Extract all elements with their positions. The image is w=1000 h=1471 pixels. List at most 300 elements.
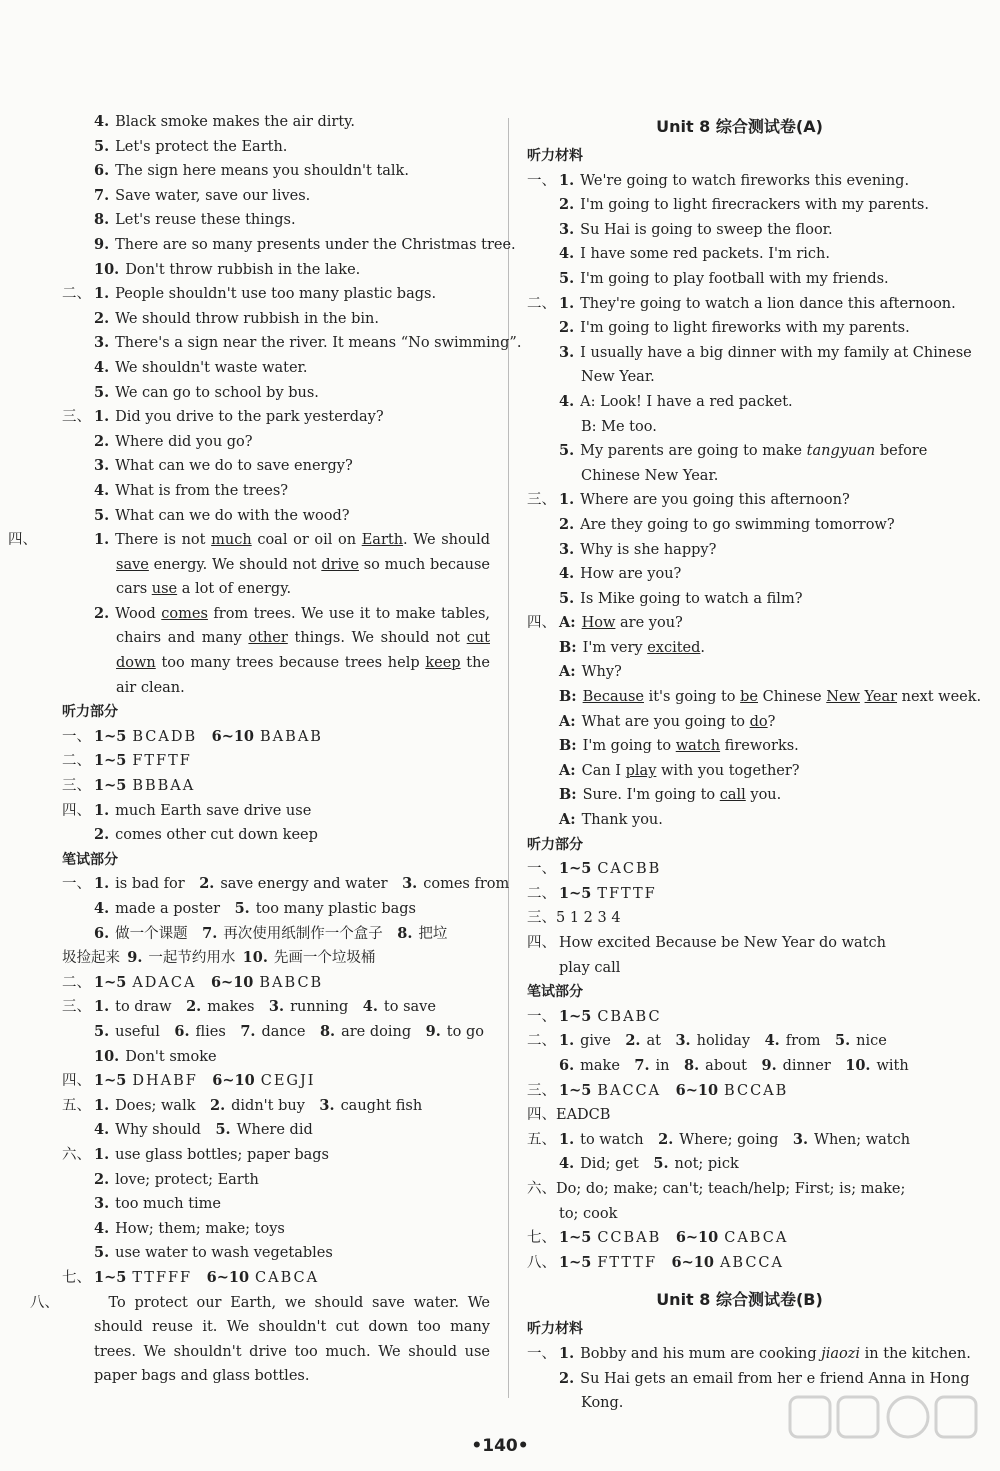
section-label: 八、 [30, 1294, 59, 1311]
sentence-line [62, 282, 490, 307]
item-number: 1. [559, 1032, 575, 1050]
text: at [646, 1033, 661, 1050]
material-line [527, 1367, 970, 1392]
sentence-line [62, 331, 522, 356]
item-number: 4. [94, 1219, 110, 1237]
item-number: 5. [234, 900, 250, 917]
text: from [785, 1033, 821, 1050]
text: Why should [115, 1122, 201, 1139]
section-label: 三、 [527, 1082, 556, 1099]
text [661, 1083, 676, 1099]
text: To protect our Earth, we should save water. We should reuse it. We shouldn't cut down too many trees. We shouldn't drive too much. We should use paper bags and glass bottles. [94, 1294, 490, 1385]
text: Can I [581, 762, 626, 779]
text [235, 950, 242, 966]
text: Let's protect the Earth. [115, 138, 288, 155]
listening-answer-line [527, 931, 952, 956]
dialog-line [527, 783, 952, 808]
item-number: B: [559, 688, 577, 706]
text [220, 901, 235, 917]
written-answer-line [527, 1029, 952, 1054]
item-number: 1~5 [559, 1253, 592, 1271]
text: People shouldn't use too many plastic bags. [115, 286, 437, 303]
item-number: 1. [94, 1096, 110, 1114]
item-number: 6~10 [675, 1229, 719, 1247]
text: ? [767, 713, 776, 730]
written-answer-line [62, 1241, 490, 1266]
underlined-word: other [248, 630, 288, 647]
sentence-line [62, 307, 490, 332]
dialog-line [527, 710, 952, 735]
text [411, 1024, 426, 1040]
item-number: B: [559, 786, 577, 804]
sentence-line [62, 184, 490, 209]
text [611, 1033, 626, 1049]
text: I'm going to play football with my friends. [580, 270, 889, 287]
item-number: 6. [94, 924, 110, 942]
section-label: 一、 [527, 1345, 556, 1362]
item-number: 4. [764, 1032, 780, 1050]
item-number: 6~10 [671, 1253, 714, 1271]
text [313, 1122, 328, 1138]
cloze-paragraph-1 [8, 528, 490, 602]
answer-letters: CCBAB [597, 1230, 662, 1247]
text [226, 1024, 241, 1040]
text: Did you drive to the park yesterday? [115, 409, 384, 426]
text: I'm going to light firecrackers with my parents. [580, 197, 929, 214]
listening-answer-line [62, 799, 490, 824]
text: The sign here means you shouldn't talk. [115, 163, 409, 180]
written-answer-line [62, 946, 490, 971]
item-number: 2. [559, 319, 575, 337]
material-line [527, 488, 952, 513]
section-label: 三、 [62, 409, 91, 426]
section-label: 二、 [62, 974, 91, 991]
text: Black smoke makes the air dirty. [115, 114, 356, 130]
text [196, 975, 211, 991]
text: didn't buy [231, 1097, 305, 1114]
text: in [655, 1057, 670, 1074]
dialog-line [527, 808, 952, 833]
text: love; protect; Earth [115, 1171, 259, 1188]
text: comes other cut down keep [115, 827, 318, 844]
listening-answer-line [62, 774, 490, 799]
text [172, 999, 187, 1015]
material-line [527, 218, 952, 243]
item-number: 4. [362, 998, 378, 1016]
answer-letters: BCADB [132, 728, 198, 745]
sentence-line [62, 110, 490, 135]
text: flies [195, 1023, 226, 1040]
underlined-word: keep [425, 655, 461, 672]
underlined-word: comes [161, 605, 208, 622]
text: What is from the trees? [115, 482, 289, 499]
section-label: 四、 [527, 615, 556, 632]
item-number: 1. [94, 801, 110, 819]
text [305, 1098, 320, 1114]
listening-answer-line [527, 882, 952, 907]
text: fireworks. [720, 738, 799, 755]
material-line [527, 390, 952, 415]
item-number: 6~10 [206, 1268, 250, 1286]
item-number: 2. [559, 196, 575, 214]
text: makes [207, 999, 255, 1016]
text: holiday [696, 1033, 751, 1050]
item-number: 1~5 [94, 1072, 127, 1090]
written-answer-line [62, 922, 490, 947]
underlined-word: excited [647, 639, 701, 656]
text: How; them; make; toys [115, 1220, 285, 1237]
item-number: 10. [242, 949, 268, 967]
item-number: 3. [94, 334, 110, 352]
item-number: 3. [559, 220, 575, 238]
text: There's a sign near the river. It means “No swimming”. [115, 335, 522, 352]
text: 把垃 [418, 925, 448, 942]
material-line [527, 292, 956, 317]
text: too many trees because trees help [155, 655, 426, 672]
item-number: 5. [94, 137, 110, 155]
text [196, 1098, 211, 1114]
underlined-word: much [211, 532, 252, 549]
item-number: 2. [94, 1170, 110, 1188]
written-answer-line [527, 1177, 952, 1202]
item-number: 3. [319, 1096, 335, 1114]
text: 三、5 1 2 3 4 [527, 910, 621, 927]
answer-letters: BACCA [597, 1082, 662, 1099]
item-number: 4. [559, 392, 575, 410]
text: are doing [341, 1023, 412, 1040]
answer-letters: FTFTF [132, 753, 192, 770]
text: A: Look! I have a red packet. [580, 393, 793, 410]
written-answer-line [527, 1226, 952, 1251]
item-number: 9. [761, 1056, 777, 1074]
item-number: 3. [675, 1032, 691, 1050]
text: We should throw rubbish in the bin. [115, 310, 379, 327]
text [887, 1033, 902, 1049]
item-number: 1~5 [559, 1007, 592, 1025]
text [388, 876, 403, 892]
written-answer-line [62, 1118, 490, 1143]
underlined-word: drive [321, 556, 359, 573]
watermark-logo [786, 1391, 986, 1461]
section-label: 三、 [62, 999, 91, 1016]
text: 圾捡起来 [62, 950, 120, 967]
text: next week. [897, 689, 982, 706]
item-number: 1. [94, 285, 110, 303]
italic-word: tangyuan [806, 443, 876, 460]
written-answer-line [527, 1079, 952, 1104]
item-number: 2. [186, 998, 202, 1016]
text: dinner [782, 1057, 831, 1074]
text: in the kitchen. [860, 1345, 971, 1362]
text: play call [559, 959, 621, 976]
listening-header-a: 听力部分 [527, 836, 583, 853]
text [670, 1058, 685, 1074]
written-answer-line [62, 872, 510, 897]
section-label: 四、 [62, 802, 91, 819]
section-label: 四、 [8, 532, 37, 549]
unit-title-a: Unit 8 综合测试卷(A) [656, 117, 823, 136]
item-number: 7. [202, 924, 218, 942]
item-number: 3. [94, 457, 110, 475]
item-number: 1~5 [559, 1081, 592, 1099]
underlined-word: Earth [361, 532, 404, 549]
text: Let's reuse these things. [115, 212, 296, 229]
text: What are you going to [581, 713, 750, 730]
question-line [62, 479, 490, 504]
answer-letters: ADACA [132, 974, 197, 991]
section-label: 一、 [527, 172, 556, 189]
text: so much because cars [116, 556, 490, 598]
underlined-word: save [116, 556, 149, 573]
item-number: 4. [94, 900, 110, 917]
text: to save [383, 999, 436, 1016]
text [305, 1024, 320, 1040]
section-label: 三、 [62, 778, 91, 795]
question-line [62, 405, 490, 430]
item-number: 2. [559, 515, 575, 533]
text: about [705, 1057, 747, 1074]
item-number: 3. [792, 1130, 809, 1148]
written-answer-line [527, 1202, 952, 1227]
material-line [527, 513, 952, 538]
text: is bad for [115, 876, 185, 893]
text [197, 729, 212, 745]
text: Save water, save our lives. [115, 187, 311, 204]
item-number: 10. [94, 260, 120, 278]
text [254, 999, 269, 1015]
text: energy. We should not [148, 556, 322, 573]
dialog-line [527, 685, 982, 710]
text: They're going to watch a lion dance this afternoon. [580, 295, 956, 312]
item-number: 6. [94, 162, 110, 180]
item-number: 3. [94, 1195, 110, 1213]
answer-letters: DHABF [132, 1073, 198, 1090]
column-divider [508, 118, 509, 1398]
text: from trees. We use it to make tables, chairs and many [116, 605, 490, 647]
text: caught fish [340, 1097, 423, 1114]
text: I'm going to [582, 738, 676, 755]
item-number: 4. [559, 1155, 575, 1173]
written-header: 笔试部分 [62, 851, 118, 868]
written-answer-line [62, 1217, 490, 1242]
text [198, 1073, 213, 1089]
section-label: 七、 [62, 1269, 91, 1286]
text: Su Hai is going to sweep the floor. [580, 221, 833, 238]
text: Is Mike going to watch a film? [580, 590, 803, 607]
section-label: 五、 [527, 1131, 556, 1148]
dialog-line [527, 611, 952, 636]
material-line [527, 193, 952, 218]
item-number: 1~5 [94, 727, 127, 745]
section-label: 二、 [62, 753, 91, 770]
text: Where did [236, 1122, 313, 1139]
material-line [527, 267, 952, 292]
item-number: 1~5 [94, 973, 127, 991]
text: 再次使用纸制作一个盒子 [223, 925, 383, 942]
text [639, 1156, 654, 1172]
written-answer-line [527, 1152, 952, 1177]
text: I usually have a big dinner with my family at Chinese [580, 344, 972, 361]
text: There is not [115, 532, 212, 549]
text: use glass bottles; paper bags [115, 1146, 329, 1163]
text: to; cook [559, 1205, 618, 1222]
underlined-word: play [625, 762, 657, 779]
item-number: 5. [835, 1032, 851, 1050]
item-number: 7. [240, 1022, 256, 1040]
text: too many plastic bags [255, 901, 416, 917]
answer-letters: BABAB [260, 728, 323, 745]
listening-answer-line [62, 749, 490, 774]
underlined-word: Year [864, 689, 898, 706]
text: use water to wash vegetables [115, 1245, 333, 1262]
text: give [580, 1033, 611, 1050]
item-number: 9. [425, 1022, 441, 1040]
written-answer-line [527, 1251, 952, 1276]
item-number: 7. [94, 186, 110, 204]
text [484, 1024, 499, 1040]
written-answer-line [62, 995, 490, 1020]
item-number: 1. [94, 1145, 110, 1163]
text [831, 1058, 846, 1074]
section-label: 一、 [527, 1008, 556, 1025]
item-number: 5. [653, 1155, 669, 1173]
item-number: 1~5 [559, 860, 592, 878]
text: too much time [115, 1196, 221, 1213]
text: I'm going to light fireworks with my parents. [580, 320, 910, 337]
writing-paragraph [30, 1291, 490, 1389]
material-line [527, 1342, 971, 1367]
text: Kong. [581, 1395, 624, 1412]
text: Why is she happy? [580, 541, 717, 558]
answer-letters: ABCCA [719, 1254, 784, 1271]
text: What can we do with the wood? [115, 507, 350, 524]
text: made a poster [115, 901, 221, 917]
item-number: 1. [559, 491, 575, 509]
text: to watch [580, 1131, 644, 1148]
item-number: 9. [94, 235, 110, 253]
material-line [527, 415, 952, 440]
text: Did; get [580, 1156, 639, 1173]
text: How are you? [580, 566, 682, 583]
section-label: 一、 [62, 728, 91, 745]
text [201, 1122, 216, 1138]
item-number: 8. [397, 924, 413, 942]
item-number: 8. [684, 1056, 700, 1074]
text: Thank you. [581, 812, 663, 829]
section-label: 一、 [527, 861, 556, 878]
text [661, 1033, 676, 1049]
item-number: A: [559, 712, 576, 730]
item-number: 1~5 [94, 777, 127, 795]
item-number: 4. [94, 113, 110, 130]
material-header: 听力材料 [527, 148, 583, 164]
item-number: 6. [559, 1056, 575, 1074]
text: dance [261, 1023, 306, 1040]
material-line [527, 562, 952, 587]
material-line [527, 316, 952, 341]
item-number: 2. [210, 1096, 226, 1114]
right-column [527, 110, 982, 1416]
item-number: 9. [127, 949, 143, 967]
text [778, 1132, 793, 1148]
underlined-word: Because [582, 689, 644, 706]
text [661, 1230, 676, 1246]
item-number: 5. [559, 442, 575, 460]
material-line [527, 587, 952, 612]
text [447, 926, 462, 942]
text: Where are you going this afternoon? [580, 492, 850, 509]
text [436, 999, 451, 1015]
text: Where did you go? [115, 433, 253, 450]
section-label: 二、 [527, 295, 556, 312]
listening-answer-line [527, 857, 952, 882]
text: 六、Do; do; make; can't; teach/help; First; is; make; [527, 1180, 906, 1197]
written-answer-line [62, 897, 490, 922]
question-line [62, 430, 490, 455]
answer-letters: BBBAA [132, 778, 196, 795]
text [160, 1024, 175, 1040]
text: New Year. [581, 369, 655, 386]
text [747, 1058, 762, 1074]
item-number: 10. [845, 1056, 871, 1074]
answer-letters: CACBB [597, 861, 662, 878]
item-number: 4. [559, 565, 575, 583]
text: coal or oil on [251, 532, 362, 549]
item-number: 2. [199, 875, 215, 893]
item-number: 1. [559, 1130, 575, 1148]
text: 先画一个垃圾桶 [273, 950, 376, 967]
item-number: 5. [94, 1022, 110, 1040]
written-answer-line [527, 1128, 952, 1153]
written-answer-line [62, 1168, 490, 1193]
sentence-line [62, 356, 490, 381]
written-answer-line [62, 1094, 490, 1119]
item-number: 1. [94, 998, 110, 1016]
item-number: 2. [559, 1369, 575, 1387]
text [188, 926, 203, 942]
written-answer-line [527, 1054, 952, 1079]
listening-answer-line [62, 725, 490, 750]
underlined-word: be [740, 689, 759, 706]
item-number: 4. [559, 245, 575, 263]
answer-letters: BCCAB [724, 1082, 789, 1099]
material-line [527, 439, 952, 464]
text [910, 1132, 925, 1148]
text [644, 1132, 659, 1148]
answer-letters: CABCA [255, 1269, 320, 1286]
answer-letters: CABCA [724, 1230, 789, 1247]
text: Don't throw rubbish in the lake. [125, 261, 361, 278]
italic-word: jiaozi [821, 1345, 861, 1362]
text: save energy and water [220, 876, 388, 893]
item-number: 2. [625, 1032, 641, 1050]
page-number: •140• [471, 1436, 529, 1456]
item-number: 1~5 [94, 1268, 127, 1286]
text: with [876, 1057, 909, 1074]
written-answer-line [62, 1020, 490, 1045]
item-number: 1. [94, 531, 110, 549]
text: it's going to [643, 689, 741, 706]
section-label: 四、 [527, 935, 556, 951]
item-number: 1~5 [559, 884, 592, 902]
item-number: 1~5 [559, 1229, 592, 1247]
text: nice [856, 1033, 887, 1050]
written-answer-line [62, 971, 490, 996]
section-label: 五、 [62, 1097, 91, 1114]
sentence-line [62, 159, 490, 184]
item-number: 2. [94, 309, 110, 327]
answer-letters: BABCB [259, 974, 324, 991]
